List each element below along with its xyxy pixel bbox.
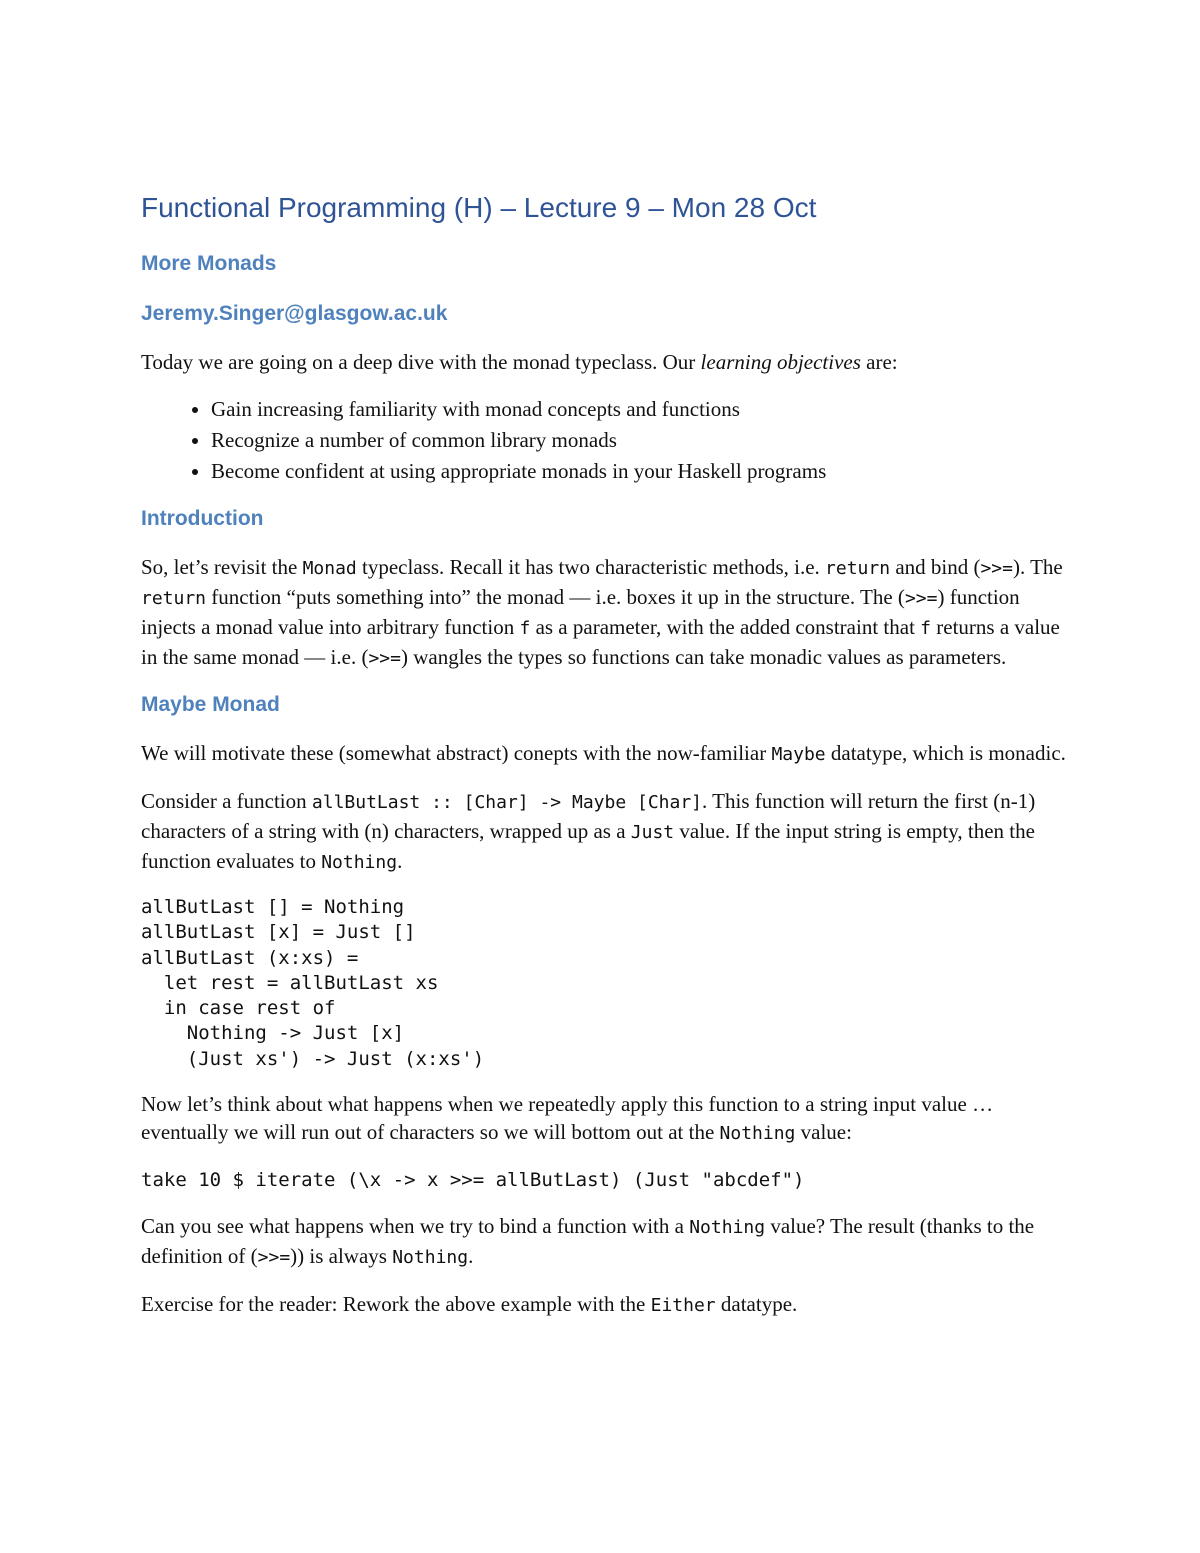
text: ). The [1012, 555, 1063, 579]
text: as a parameter, with the added constraint that [530, 615, 921, 639]
list-item: • Recognize a number of common library monads [211, 425, 1071, 456]
maybe-paragraph-2 [141, 787, 1071, 877]
text: and bind ( [890, 555, 981, 579]
text: . [397, 849, 403, 873]
inline-code: allButLast :: [Char] -> Maybe [Char] [311, 792, 703, 813]
text: value. If the input string is empty, then the function evaluates to [141, 819, 1035, 873]
document-body [141, 190, 1071, 1338]
maybe-paragraph-1 [141, 739, 1071, 769]
maybe-paragraph-4 [141, 1212, 1071, 1272]
text: So, let’s revisit the [141, 555, 303, 579]
list-item: • Gain increasing familiarity with monad concepts and functions [211, 394, 1071, 425]
inline-code: f [920, 618, 931, 639]
section-heading-maybe-monad: Maybe Monad [141, 693, 280, 716]
text: Today we are going on a deep dive with the monad typeclass. Our [141, 350, 701, 374]
author-email: Jeremy.Singer@glasgow.ac.uk [141, 302, 448, 325]
list-item: • Become confident at using appropriate monads in your Haskell programs [211, 456, 1071, 487]
inline-code: return [825, 558, 891, 579]
text: value: [795, 1120, 852, 1145]
inline-code: Nothing [392, 1247, 469, 1269]
text: function “puts something into” the monad — i.e. boxes it up in the structure. The ( [206, 585, 905, 609]
code-block-allbutlast: allButLast [] = Nothing allButLast [x] = Just [] allButLast (x:xs) = let rest = allButLast xs in case rest of Nothing -> Just [x] (Just xs') -> Just (x:xs') [141, 896, 485, 1070]
inline-code: Nothing [321, 852, 398, 873]
text: . This function will return the first (n-1) characters of a string with (n) characters, wrapped up as a [141, 789, 1036, 843]
inline-code: f [519, 618, 531, 639]
page-subtitle: More Monads [141, 252, 277, 275]
inline-code: Just [630, 822, 675, 843]
inline-code: Maybe [771, 744, 826, 765]
text: value? The result (thanks to the definition of ( [141, 1214, 1035, 1269]
text: . [468, 1244, 474, 1269]
maybe-paragraph-5 [141, 1290, 1071, 1320]
text: ) function injects a monad value into arbitrary function [141, 585, 1020, 639]
text: Consider a function [141, 789, 312, 813]
text: Now let’s think about what happens when we repeatedly apply this function to a string input value … eventually we will run out of characters so we will bottom out at the [141, 1092, 994, 1145]
text: datatype, which is monadic. [825, 741, 1066, 765]
emphasis-learning-objectives: learning objectives [700, 350, 861, 374]
page-title: Functional Programming (H) – Lecture 9 – Mon 28 Oct [141, 192, 817, 223]
code-block-iterate: take 10 $ iterate (\x -> x >>= allButLast) (Just "abcdef") [141, 1169, 805, 1192]
text: ) wangles the types so functions can take monadic values as parameters. [400, 645, 1007, 669]
inline-code: >>= [368, 648, 401, 669]
inline-code: >>= [904, 588, 938, 609]
text: are: [860, 350, 898, 374]
text: datatype. [715, 1292, 798, 1317]
text: returns a value in the same monad — i.e. ( [141, 615, 1060, 669]
text: typeclass. Recall it has two characteristic methods, i.e. [356, 555, 826, 579]
inline-code: Either [650, 1295, 716, 1317]
text: Exercise for the reader: Rework the above example with the [141, 1292, 651, 1317]
introduction-paragraph [141, 553, 1071, 673]
inline-code: return [141, 588, 207, 609]
objectives-list [141, 394, 1071, 487]
inline-code: Monad [302, 558, 357, 579]
maybe-paragraph-3 [141, 1090, 1071, 1148]
inline-code: >>= [980, 558, 1013, 579]
text: Can you see what happens when we try to bind a function with a [141, 1214, 690, 1239]
intro-paragraph [141, 348, 1071, 376]
section-heading-introduction: Introduction [141, 507, 264, 530]
text: We will motivate these (somewhat abstract) conepts with the now-familiar [141, 741, 772, 765]
inline-code: Nothing [689, 1217, 766, 1239]
text: )) is always [290, 1244, 393, 1269]
inline-code: Nothing [719, 1123, 796, 1145]
inline-code: >>= [257, 1247, 291, 1269]
